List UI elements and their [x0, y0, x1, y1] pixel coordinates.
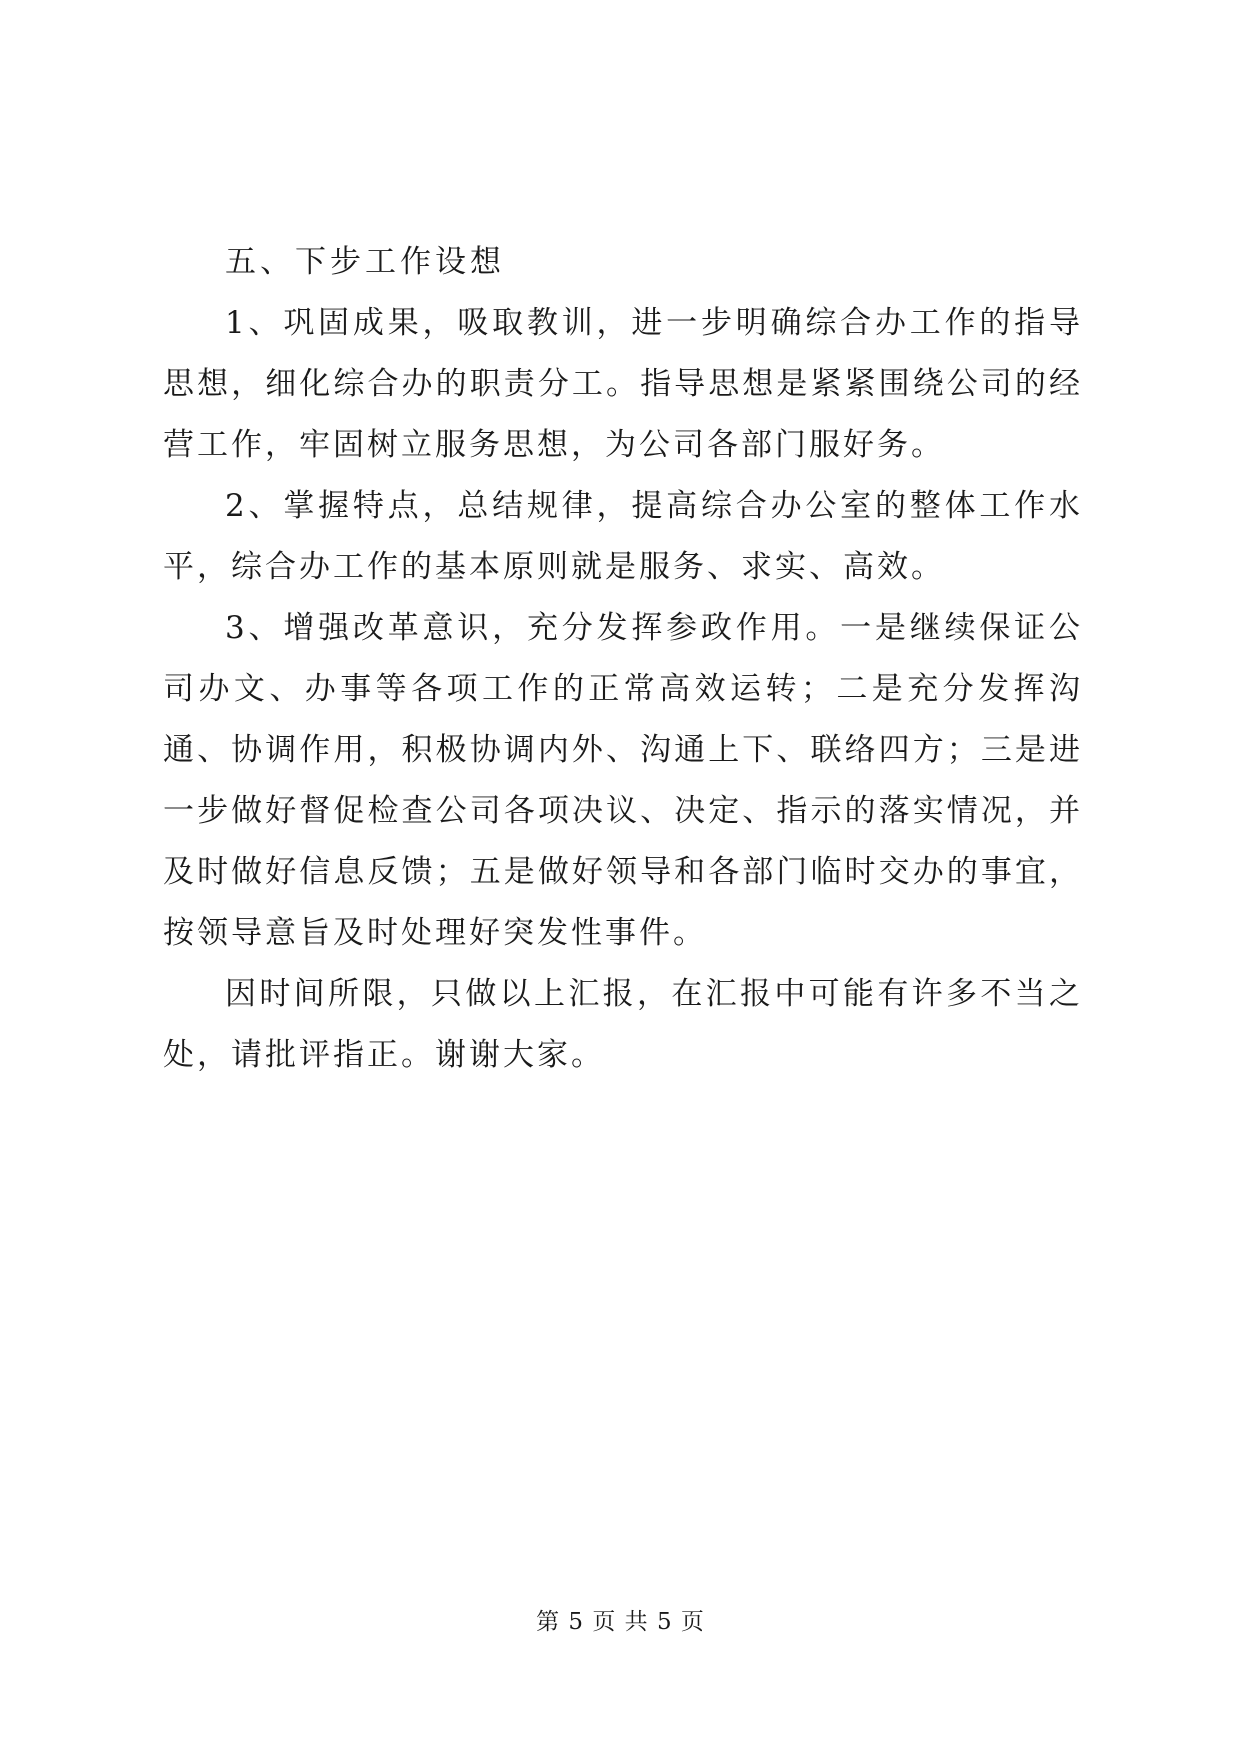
section-heading: 五、下步工作设想: [225, 244, 505, 280]
paragraph-item-2: 2、掌握特点，总结规律，提高综合办公室的整体工作水平，综合办工作的基本原则就是服务、求实、高效。: [163, 488, 1083, 585]
paragraph-item-1: 1、巩固成果，吸取教训，进一步明确综合办工作的指导思想，细化综合办的职责分工。指导思想是紧紧围绕公司的经营工作，牢固树立服务思想，为公司各部门服好务。: [163, 305, 1083, 463]
document-body: [163, 232, 1083, 1086]
paragraph-item-3: 3、增强改革意识，充分发挥参政作用。一是继续保证公司办文、办事等各项工作的正常高效运转；二是充分发挥沟通、协调作用，积极协调内外、沟通上下、联络四方；三是进一步做好督促检查公司各项决议、决定、指示的落实情况，并及时做好信息反馈；五是做好领导和各部门临时交办的事宜，按领导意旨及时处理好突发性事件。: [163, 610, 1083, 951]
closing-paragraph: 因时间所限，只做以上汇报，在汇报中可能有许多不当之处，请批评指正。谢谢大家。: [163, 976, 1083, 1073]
page-number-footer: 第 5 页 共 5 页: [536, 1609, 705, 1635]
